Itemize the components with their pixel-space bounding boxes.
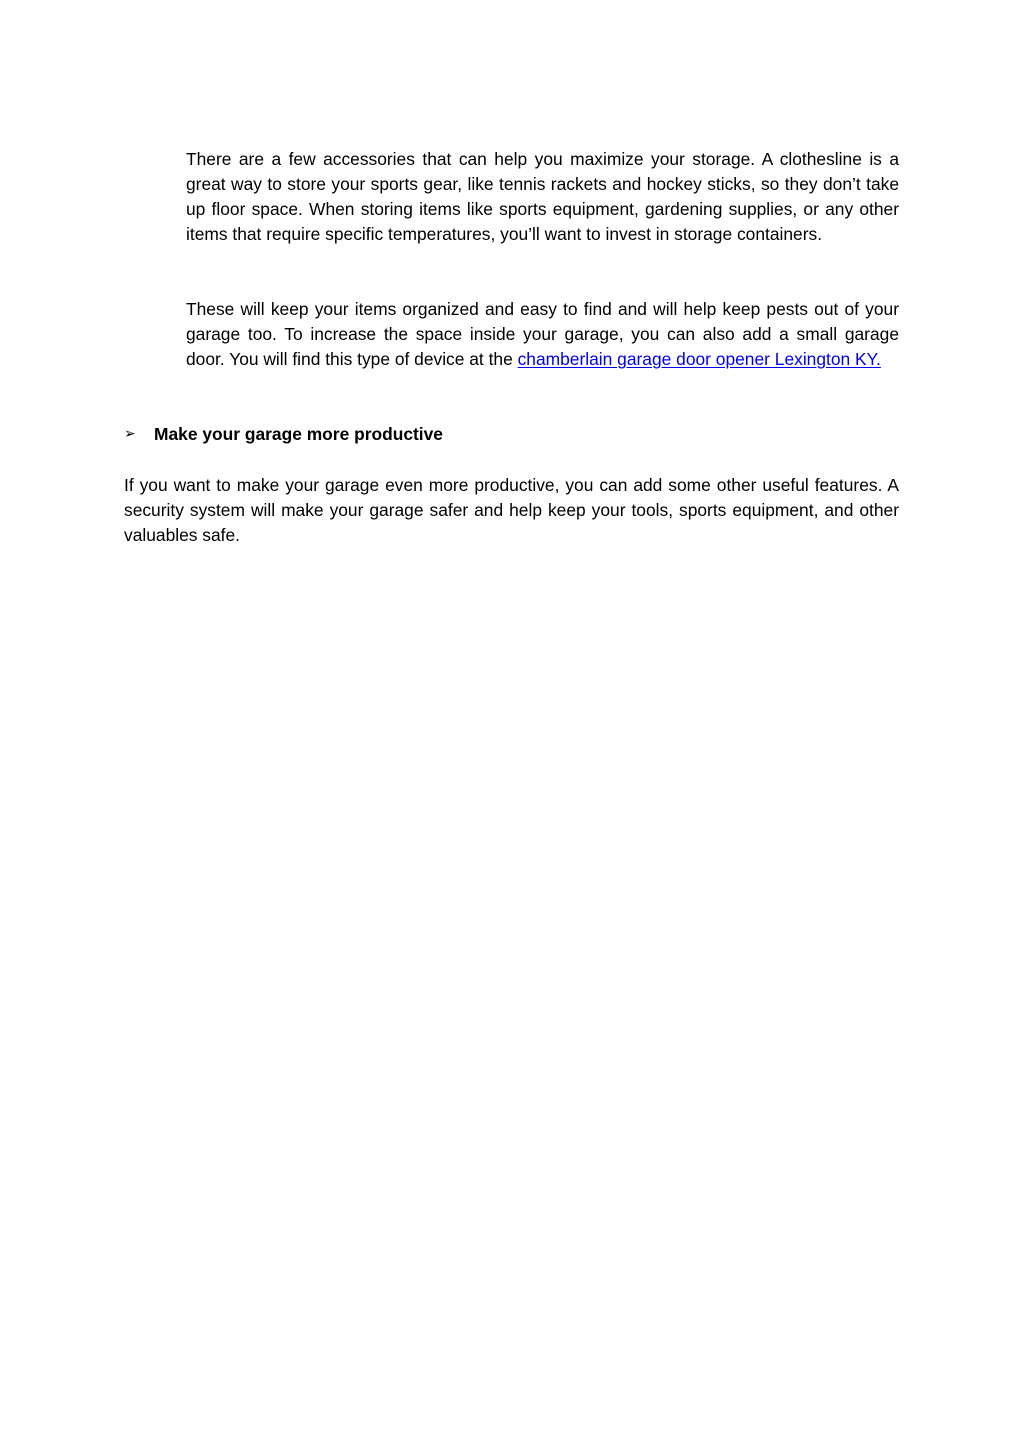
bullet-heading-row bbox=[124, 422, 443, 447]
section-heading: Make your garage more productive bbox=[154, 424, 443, 444]
paragraph-organization-text: These will keep your items organized and easy to find and will help keep pests out of your garage too. To increase the space inside your garage, you can also add a small garage door. You will find this type of device at the bbox=[186, 299, 899, 369]
arrowhead-bullet-icon: ➢ bbox=[124, 426, 136, 442]
paragraph-organization bbox=[186, 297, 899, 372]
chamberlain-opener-link[interactable]: chamberlain garage door opener Lexington KY. bbox=[517, 349, 881, 369]
paragraph-storage-accessories: There are a few accessories that can help you maximize your storage. A clothesline is a great way to store your sports gear, like tennis rackets and hockey sticks, so they don’t take up floor space. When storing items like sports equipment, gardening supplies, or any other items that require specific temperatures, you’ll want to invest in storage containers. bbox=[186, 149, 899, 244]
paragraph-productive-garage: If you want to make your garage even more productive, you can add some other useful features. A security system will make your garage safer and help keep your tools, sports equipment, and other valuables safe. bbox=[124, 475, 899, 545]
